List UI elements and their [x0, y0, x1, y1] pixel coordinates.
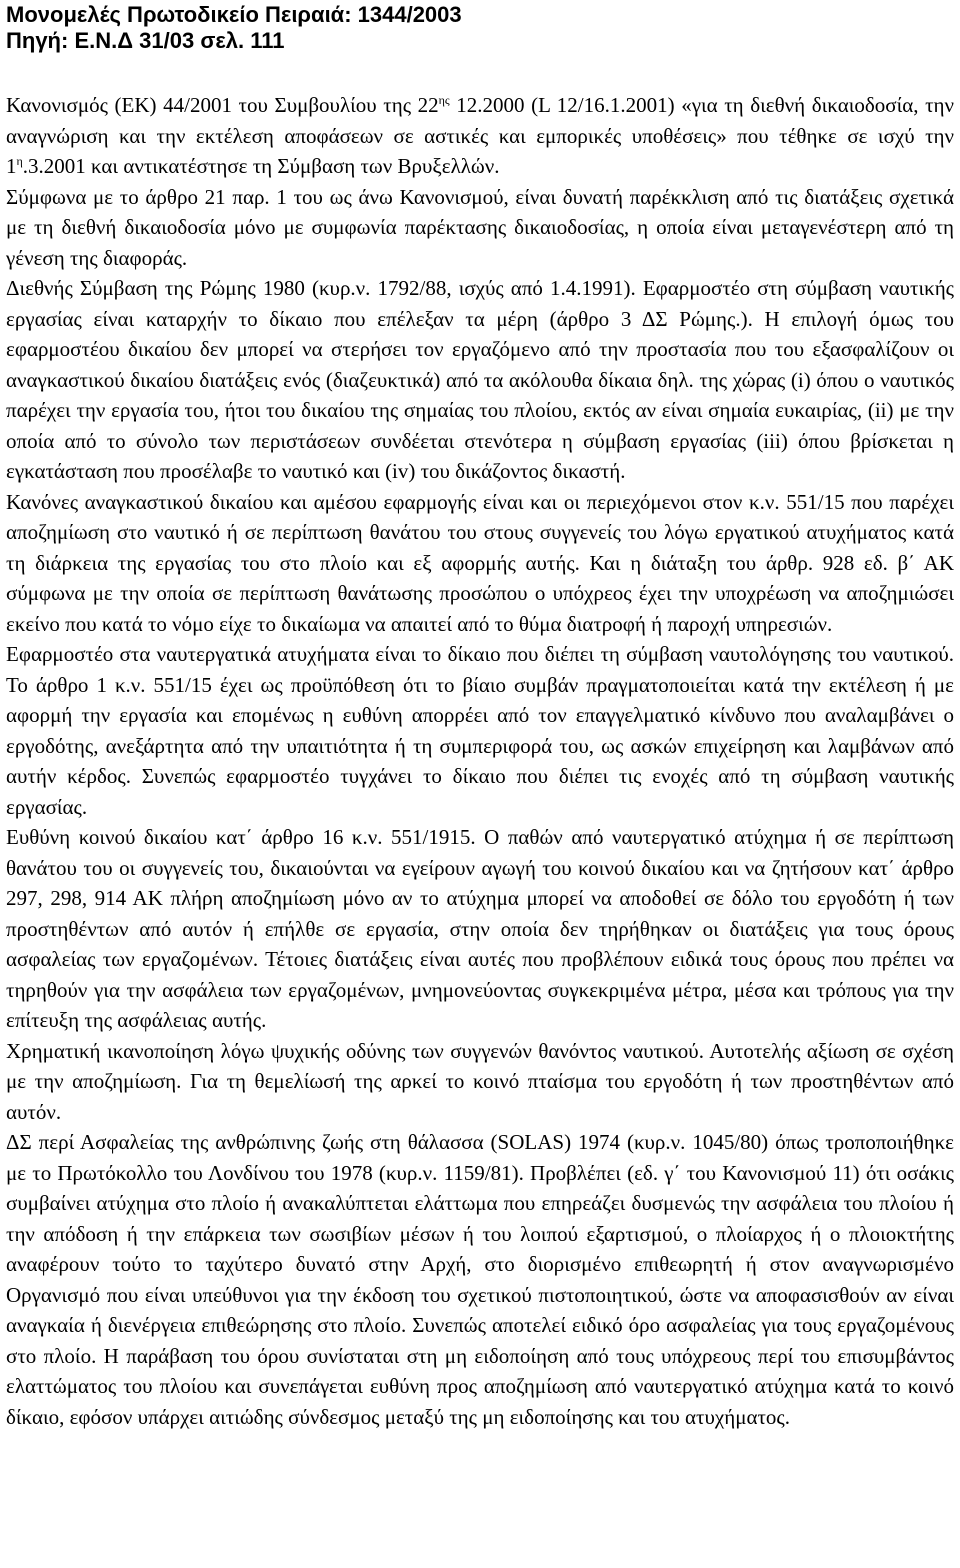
paragraph-text: .3.2001 και αντικατέστησε τη Σύμβαση των Βρυξελλών.	[22, 154, 500, 178]
superscript: ης	[438, 93, 450, 107]
paragraph-applicable-law: Εφαρμοστέο στα ναυτεργατικά ατυχήματα είναι το δίκαιο που διέπει τη σύμβαση ναυτολόγησης του ναυτικού. Το άρθρο 1 κ.ν. 551/15 έχει ως προϋπόθεση ότι το βίαιο συμβάν πραγματοποιείται κατά την εκτέλεση ή με αφορμή την εργασία και επομένως η ευθύνη απορρέει από τον επαγγελματικό κίνδυνο που αναλαμβάνει ο εργοδότης, ανεξάρτητα από την υπαιτιότητα ή τη συμπεριφορά του, ως ασκών επιχείρηση και λαμβάνων από αυτήν κέρδος. Συνεπώς εφαρμοστέο τυγχάνει το δίκαιο που διέπει τις ενοχές από τη σύμβαση ναυτικής εργασίας.	[6, 642, 954, 819]
superscript: η	[16, 154, 23, 168]
paragraph-text: Κανονισμός (ΕΚ) 44/2001 του Συμβουλίου της 22	[6, 93, 439, 117]
paragraph-rome-convention: Διεθνής Σύμβαση της Ρώμης 1980 (κυρ.ν. 1792/88, ισχύς από 1.4.1991). Εφαρμοστέο στη σύμβαση ναυτικής εργασίας είναι καταρχήν το δίκαιο που επέλεξαν τα μέρη (άρθρο 3 ΔΣ Ρώμης.). Η επιλογή όμως του εφαρμοστέου δικαίου δεν μπορεί να στερήσει τον εργαζόμενο από την προστασία που του εξασφαλίζουν οι αναγκαστικού δικαίου διατάξεις ενός (διαζευκτικά) από τα ακόλουθα δίκαια δηλ. της χώρας (i) όπου ο ναυτικός παρέχει την εργασία του, ήτοι του δικαίου της σημαίας του πλοίου, εκτός αν είναι σημαία ευκαιρίας, (ii) με την οποία από το σύνολο των περιστάσεων συνδέεται στενότερα η σύμβαση εργασίας (iii) όπου βρίσκεται η εγκατάσταση που προσέλαβε το ναυτικό και (iv) του δικάζοντος δικαστή.	[6, 276, 954, 483]
document-source: Πηγή: Ε.Ν.Δ 31/03 σελ. 111	[6, 28, 285, 53]
document-header	[6, 2, 954, 54]
paragraph-mandatory-rules: Κανόνες αναγκαστικού δικαίου και αμέσου εφαρμογής είναι και οι περιεχόμενοι στον κ.ν. 551/15 που παρέχει αποζημίωση στο ναυτικό ή σε περίπτωση θανάτου του στους συγγενείς του λόγω εργατικού ατυχήματος κατά τη διάρκεια της εργασίας του στο πλοίο και εξ αφορμής αυτής. Και η διάταξη του άρθρ. 928 εδ. β΄ ΑΚ σύμφωνα με την οποία σε περίπτωση θανάτωσης προσώπου ο υπόχρεος έχει την υποχρέωση να αποζημιώσει εκείνο που κατά το νόμο είχε το δικαίωμα να απαιτεί από το θύμα διατροφή ή παροχή υπηρεσιών.	[6, 489, 954, 636]
document-title: Μονομελές Πρωτοδικείο Πειραιά: 1344/2003	[6, 2, 462, 27]
paragraph-solas: ΔΣ περί Ασφαλείας της ανθρώπινης ζωής στη θάλασσα (SOLAS) 1974 (κυρ.ν. 1045/80) όπως τροποποιήθηκε με το Πρωτόκολλο του Λονδίνου του 1978 (κυρ.ν. 1159/81). Προβλέπει (εδ. γ΄ του Κανονισμού 11) ότι οσάκις συμβαίνει ατύχημα στο πλοίο ή ανακαλύπτεται ελάττωμα που επηρεάζει δυσμενώς την ασφάλεια του πλοίου ή την απόδοση ή την επάρκεια των σωσιβίων μέσων ή του λοιπού εξαρτισμού, ο πλοίαρχος ή ο πλοιοκτήτης αναφέρουν τούτο το ταχύτερο δυνατό στην Αρχή, στο διορισμένο επιθεωρητή ή στον αναγνωρισμένο Οργανισμό που είναι υπεύθυνοι για την έκδοση του σχετικού πιστοποιητικού, ώστε να αποφασισθούν αν είναι αναγκαία ή διενέργεια επιθεώρησης στο πλοίο. Συνεπώς αποτελεί ειδικό όρο ασφαλείας για τους εργαζομένους στο πλοίο. Η παράβαση του όρου συνίσταται στη μη ειδοποίηση από τους υπόχρεους περί του επισυμβάντος ελαττώματος του πλοίου και συνεπάγεται ευθύνη προς αποζημίωση από ναυτεργατικό ατύχημα κατά το κοινό δίκαιο, εφόσον υπάρχει αιτιώδης σύνδεσμος μεταξύ της μη ειδοποίησης και του ατυχήματος.	[6, 1130, 954, 1429]
paragraph-moral-damages: Χρηματική ικανοποίηση λόγω ψυχικής οδύνης των συγγενών θανόντος ναυτικού. Αυτοτελής αξίωση σε σχέση με την αποζημίωση. Για τη θεμελίωσή της αρκεί το κοινό πταίσμα του εργοδότη ή των προστηθέντων από αυτόν.	[6, 1038, 954, 1124]
paragraph-jurisdiction: Σύμφωνα με το άρθρο 21 παρ. 1 του ως άνω Κανονισμού, είναι δυνατή παρέκκλιση από τις διατάξεις σχετικά με τη διεθνή δικαιοδοσία μόνο με συμφωνία παρέκτασης δικαιοδοσίας, η οποία είναι μεταγενέστερη από τη γένεση της διαφοράς.	[6, 184, 954, 270]
paragraph-common-law-liability: Ευθύνη κοινού δικαίου κατ΄ άρθρο 16 κ.ν. 551/1915. Ο παθών από ναυτεργατικό ατύχημα ή σε περίπτωση θανάτου του οι συγγενείς του, δικαιούνται να εγείρουν αγωγή του κοινού δικαίου και να ζητήσουν κατ΄ άρθρο 297, 298, 914 ΑΚ πλήρη αποζημίωση μόνο αν το ατύχημα μπορεί να αποδοθεί σε δόλο του εργοδότη ή των προστηθέντων από αυτόν ή επήλθε σε εργασία, στην οποία δεν τηρήθηκαν οι διατάξεις για τους όρους ασφαλείας των εργαζομένων. Τέτοιες διατάξεις είναι αυτές που προβλέπουν ειδικά τους όρους που πρέπει να τηρηθούν για την ασφάλεια των εργαζομένων, μνημονεύοντας συγκεκριμένα μέτρα, μέσα και τρόπους για την επίτευξη της ασφάλειας αυτής.	[6, 825, 954, 1032]
paragraph-regulation	[6, 90, 954, 182]
paragraph-text: 12.2000 (L 12/16.1.2001) «για τη διεθνή δικαιοδοσία, την αναγνώριση και την εκτέλεση αποφάσεων σε αστικές και εμπορικές υποθέσεις» που τέθηκε σε ισχύ την 1	[6, 93, 954, 178]
